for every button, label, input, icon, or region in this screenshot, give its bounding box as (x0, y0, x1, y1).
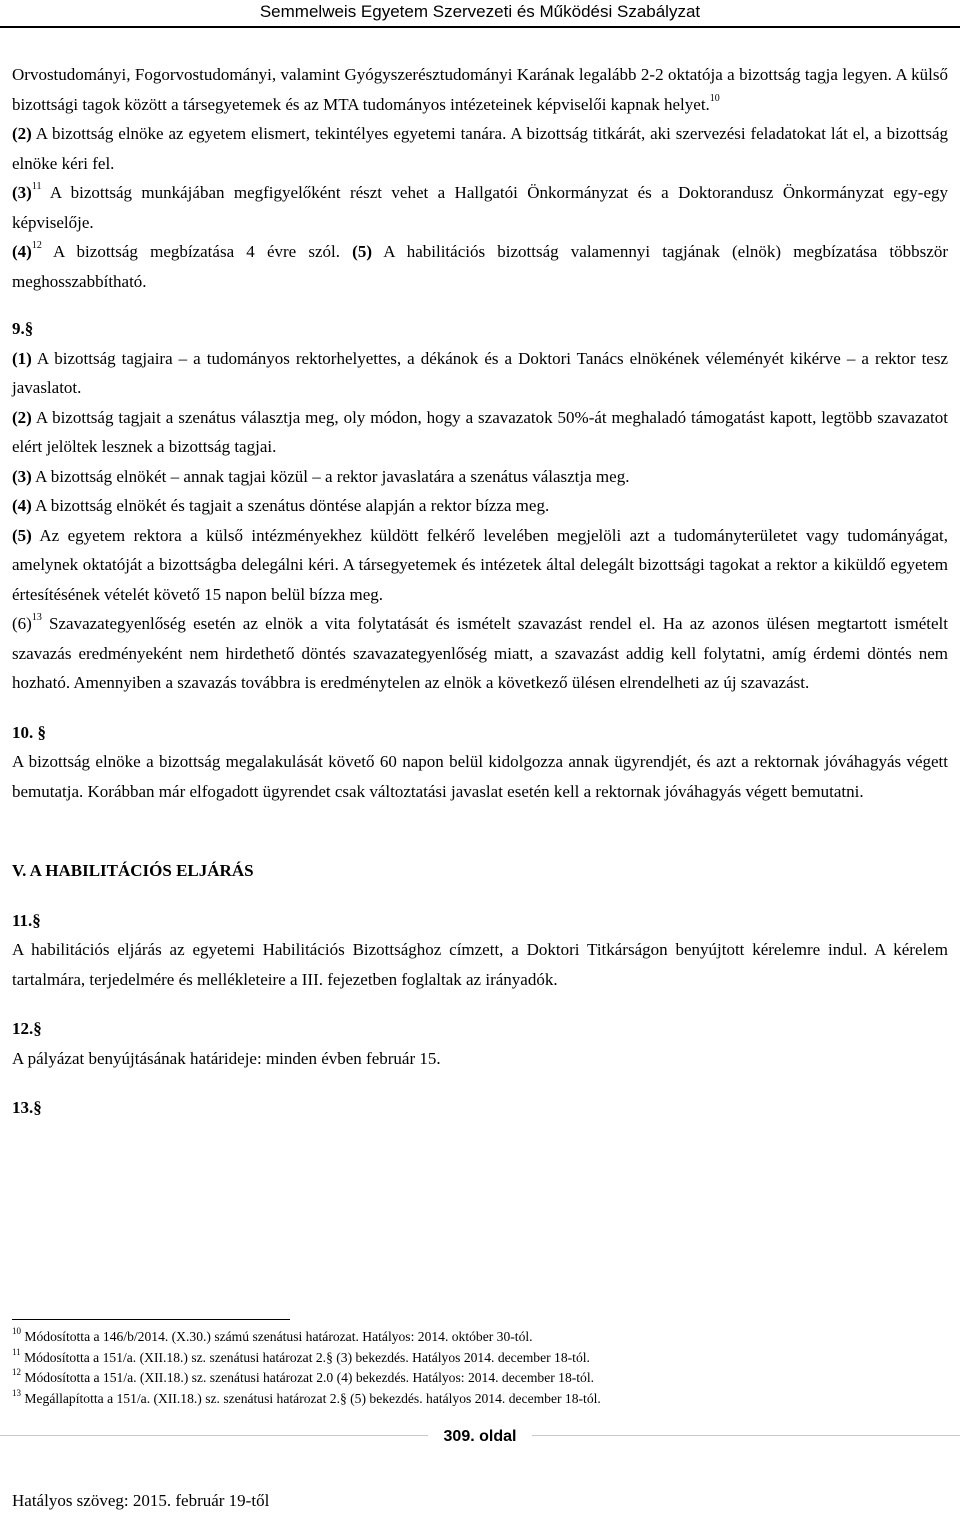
footnotes (12, 1327, 948, 1409)
footnote-ref[interactable]: 13 (31, 612, 42, 624)
spacer (12, 1073, 948, 1093)
footnote: $^{13}$ Megállapította a 151/a. (XII.18.) sz. szenátusi határozat 2.§ (5) bekezdés. hatályos 2014. december 18-tól. (12, 1387, 601, 1406)
paragraph: $(4)^{12}$ A bizottság megbízatása 4 évre szól. (5) A habilitációs bizottság valamennyi tagjának (elnök) megbízatása többször meghosszabbítható. (12, 240, 948, 291)
footnote: $^{12}$ Módosította a 151/a. (XII.18.) sz. szenátusi határozat 2.0 (4) bekezdés. Hatályos: 2014. december 18-tól. (12, 1367, 595, 1385)
paragraph: (5) Az egyetem rektora a külső intézményekhez küldött felkérő levelében megjelöli azt a tudományterületet vagy tudományágat, amelynek oktatóját a bizottságba delegálni kéri. A társegyetemek és intézetek által delegált bizottsági tagokat a rektor a kiküldő egyetem értesítésének vételét követő 15 napon belül bízza meg. (12, 525, 948, 604)
footnote: $^{11}$ Módosította a 151/a. (XII.18.) sz. szenátusi határozat 2.§ (3) bekezdés. Hatályos 2014. december 18-tól. (12, 1346, 590, 1365)
paragraph: $(6)^{13}$ Szavazategyenlőség esetén az elnök a vita folytatását és ismételt szavazást rendel el. Ha az azonos ülésen megtartott ismételt szavazás eredményeként nem hirdethető döntés szavazategyenlőség miatt, a szavazást addig kell folytatni, amíg érdemi döntés nem hozható. Amennyiben a szavazás továbbra is eredménytelen az elnök a következő ülésen elrendelheti az új szavazást. (12, 612, 948, 692)
document-title: Semmelweis Egyetem Szervezeti és Működési Szabályzat (259, 2, 701, 21)
footnote-ref[interactable]: 12 (31, 240, 42, 252)
validity-note: Hatályos szöveg: 2015. február 19-től (12, 1491, 270, 1510)
page-number-label: 309. oldal (428, 1428, 533, 1445)
paragraph: A habilitációs eljárás az egyetemi Habilitációs Bizottsághoz címzett, a Doktori Titkárságon benyújtott kérelemre indul. A kérelem tartalmára, terjedelmére és mellékleteire a III. fejezetben foglaltak az irányadók. (12, 940, 948, 989)
section-heading: 13.§ (12, 1098, 42, 1117)
footnote: $^{10}$ Módosította a 146/b/2014. (X.30.) számú szenátusi határozat. Hatályos: 2014. október 30-tól. (12, 1326, 533, 1344)
section-heading: 9.§ (12, 319, 34, 338)
footnote-divider (12, 1319, 290, 1320)
document-body (12, 60, 948, 1123)
paragraph: A bizottság elnöke a bizottság megalakulását követő 60 napon belül kidolgozza annak ügyrendjét, és azt a rektornak jóváhagyás végett bemutatja. Korábban már elfogadott ügyrendet csak változtatási javaslat esetén kell a rektornak jóváhagyás végett bemutatni. (12, 752, 948, 801)
footnote-ref[interactable]: 11 (31, 181, 42, 193)
paragraph: $(3)^{11}$ A bizottság munkájában megfigyelőként részt vehet a Hallgatói Önkormányzat és a Doktorandusz Önkormányzat egy-egy képviselője. (12, 181, 948, 232)
paragraph: (2) A bizottság elnöke az egyetem elismert, tekintélyes egyetemi tanára. A bizottság titkárát, aki szervezési feladatokat lát el, a bizottság elnöke kéri fel. (12, 124, 948, 173)
spacer (12, 296, 948, 314)
spacer (12, 886, 948, 906)
page-number (0, 1424, 960, 1450)
section-heading: 11.§ (12, 910, 41, 930)
paragraph: (1) A bizottság tagjaira – a tudományos rektorhelyettes, a dékánok és a Doktori Tanács elnökének véleményét kikérve – a rektor tesz javaslatot. (12, 348, 948, 397)
paragraph: A pályázat benyújtásának határideje: minden évben február 15. (12, 1048, 441, 1068)
page-header (0, 0, 960, 26)
spacer (12, 806, 948, 856)
paragraph: (2) A bizottság tagjait a szenátus választja meg, oly módon, hogy a szavazatok 50%-át meghaladó támogatást kapott, legtöbb szavazatot elért jelöltek lesznek a bizottság tagjai. (12, 407, 948, 456)
footnote-ref[interactable]: 10 (709, 92, 720, 104)
header-divider (0, 26, 960, 28)
spacer (12, 698, 948, 718)
chapter-title: V. A HABILITÁCIÓS ELJÁRÁS (12, 861, 254, 880)
section-heading: 10. § (12, 722, 46, 742)
paragraph: Orvostudományi, Fogorvostudományi, valamint Gyógyszerésztudományi Karának legalább 2-2 oktatója a bizottság tagja legyen. A külső bizottsági tagok között a társegyetemek és az MTA tudományos intézeteinek képviselői kapnak helyet.$^{10}$ (12, 65, 948, 114)
section-heading: 12.§ (12, 1019, 42, 1038)
paragraph: (4) A bizottság elnökét és tagjait a szenátus döntése alapján a rektor bízza meg. (12, 496, 550, 515)
paragraph: (3) A bizottság elnökét – annak tagjai közül – a rektor javaslatára a szenátus választja meg. (12, 466, 630, 486)
spacer (12, 994, 948, 1014)
